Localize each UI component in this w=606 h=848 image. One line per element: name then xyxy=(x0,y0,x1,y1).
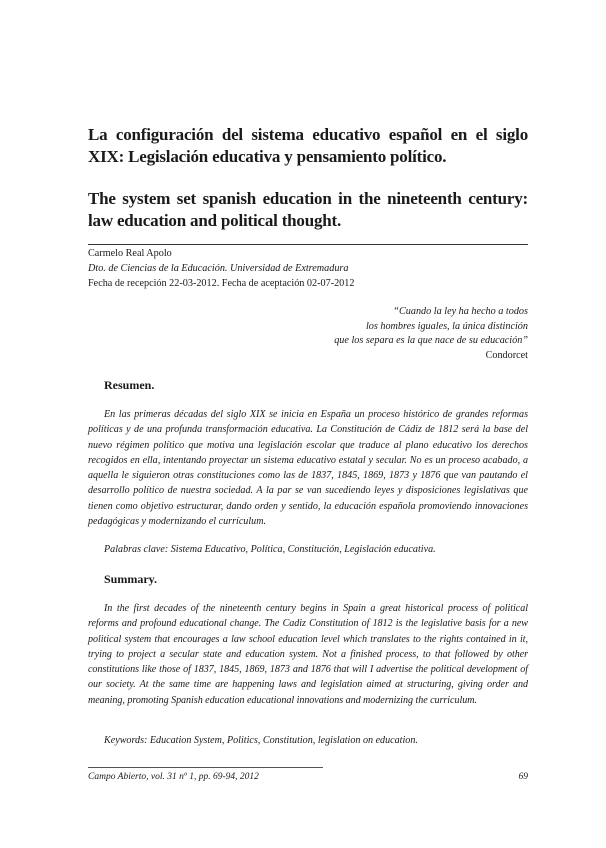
resumen-keywords: Palabras clave: Sistema Educativo, Política, Constitución, Legislación educativa. xyxy=(104,544,436,555)
resumen-body: En las primeras décadas del siglo XIX se inicia en España un proceso histórico de grandes reformas políticas y de una profunda transformación educativa. La Constitución de Cádiz de 1812 será la base del nuevo régimen político que motiva una legislación escolar que traduce al plano educativo los derechos recogidos en ella, intentando proyectar un sistema educativo estatal y secular. No es un proceso acabado, a aquella le siguieron otras constituciones como las de 1837, 1845, 1869, 1873 y 1876 que van pautando el desarrollo político de nuestra sociedad. A la par se van sucediendo leyes y disposiciones legislativas que tienen como objetivo estructurar, dando orden y sentido, la educación española promoviendo innovaciones pedagógicas y modernizando el currículum. xyxy=(88,409,528,528)
summary-heading: Summary. xyxy=(104,572,158,586)
title-spanish: La configuración del sistema educativo español en el siglo XIX: Legislación educativa y pensamiento político. xyxy=(88,125,528,166)
epigraph xyxy=(228,305,528,363)
summary-body: In the first decades of the nineteenth century begins in Spain a great historical process of political reforms and profound educational change. The Cadiz Constitution of 1812 is the legislative basis for a new political system that encourages a law school education level which translates to the rights contained in it, trying to project a secular state and education system. Not a finished process, to that followed by other constitutions like those of 1837, 1845, 1869, 1873 and 1876 that will I advertise the political development of our society. At the same time are happening laws and legislation aimed at structuring, giving order and meaning, promoting Spanish education educational innovations and modernizing the curriculum. xyxy=(88,603,528,706)
epigraph-line: los hombres iguales, la única distinción xyxy=(365,320,528,332)
paper-page xyxy=(88,0,528,848)
author-name: Carmelo Real Apolo xyxy=(88,248,172,259)
title-english: The system set spanish education in the nineteenth century: law education and political thought. xyxy=(88,189,528,230)
journal-citation: Campo Abierto, vol. 31 nº 1, pp. 69-94, 2012 xyxy=(88,772,259,782)
page-number: 69 xyxy=(518,772,528,782)
resumen-heading: Resumen. xyxy=(104,378,155,392)
summary-keywords: Keywords: Education System, Politics, Constitution, legislation on education. xyxy=(104,735,418,746)
submission-dates: Fecha de recepción 22-03-2012. Fecha de aceptación 02-07-2012 xyxy=(88,278,355,289)
epigraph-line: que los separa es la que nace de su educación” xyxy=(334,335,528,346)
epigraph-attribution: Condorcet xyxy=(485,349,528,361)
author-affiliation: Dto. de Ciencias de la Educación. Universidad de Extremadura xyxy=(88,263,349,274)
footer-divider xyxy=(88,767,323,768)
title-divider xyxy=(88,244,528,245)
epigraph-line: “Cuando la ley ha hecho a todos xyxy=(393,306,528,317)
